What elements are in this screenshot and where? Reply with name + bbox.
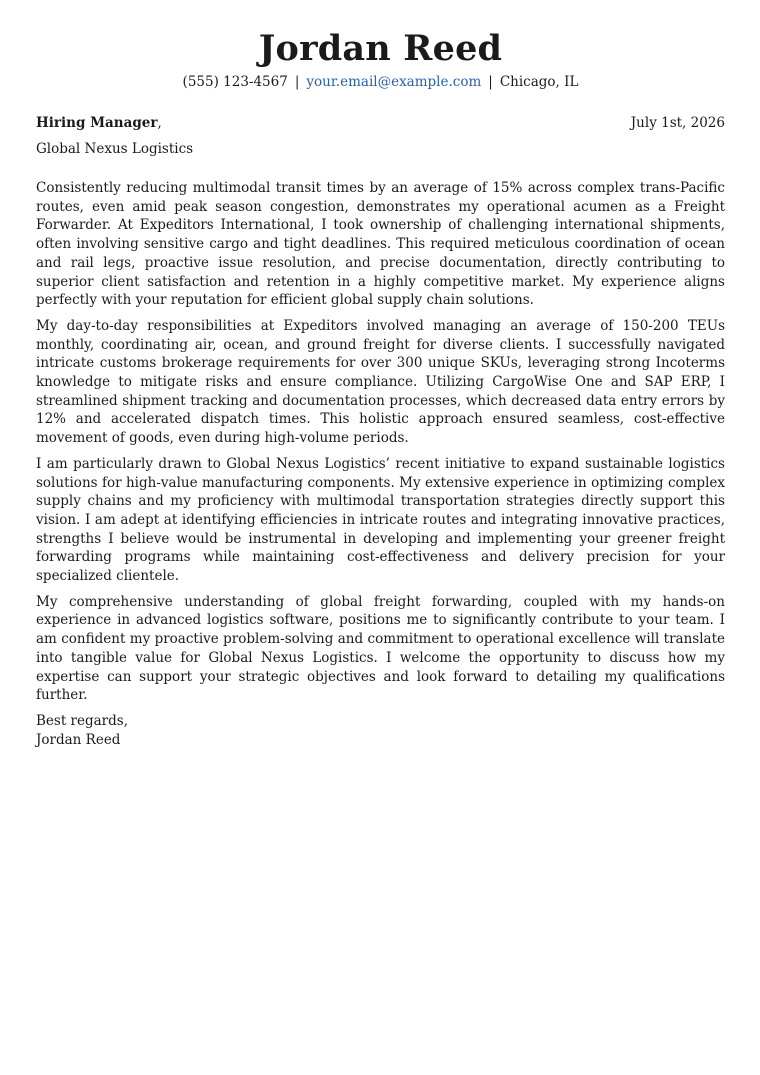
closing-salutation: Best regards, xyxy=(36,712,129,729)
body-paragraph: Consistently reducing multimodal transit times by an average of 15% across complex trans-Pacific routes, even amid peak season congestion, demonstrates my operational acumen as a Freight Forwarder. At Expeditors International, I took ownership of challenging international shipments, often involving sensitive cargo and tight deadlines. This required meticulous coordination of ocean and rail legs, proactive issue resolution, and precise documentation, directly contributing to superior client satisfaction and retention in a highly competitive market. My experience aligns perfectly with your reputation for efficient global supply chain solutions. xyxy=(36,180,725,309)
email-link[interactable]: your.email@example.com xyxy=(306,74,482,90)
recipient-block xyxy=(36,113,162,133)
separator: | xyxy=(294,74,300,90)
recipient-date-row xyxy=(36,113,725,133)
applicant-name: Jordan Reed xyxy=(258,28,503,69)
letter-body xyxy=(36,179,725,705)
recipient-name-suffix: , xyxy=(157,115,162,131)
body-paragraph: I am particularly drawn to Global Nexus Logistics’ recent initiative to expand sustainable logistics solutions for high-value manufacturing components. My extensive experience in optimizing complex supply chains and my proficiency with multimodal transportation strategies directly support this vision. I am adept at identifying efficiencies in intricate routes and integrating innovative practices, strengths I believe would be instrumental in developing and implementing your greener freight forwarding programs while maintaining cost-effectiveness and delivery precision for your specialized clientele. xyxy=(36,455,725,585)
location: Chicago, IL xyxy=(499,74,579,90)
letter-closing xyxy=(36,712,725,750)
phone-number: (555) 123-4567 xyxy=(182,74,288,90)
signature-name: Jordan Reed xyxy=(36,731,121,748)
cover-letter-page xyxy=(36,0,725,750)
letter-date: July 1st, 2026 xyxy=(630,115,725,131)
separator: | xyxy=(488,74,493,90)
recipient-company: Global Nexus Logistics xyxy=(36,141,194,157)
body-paragraph: My comprehensive understanding of global freight forwarding, coupled with my hands-on experience in advanced logistics software, positions me to significantly contribute to your team. I am confident my proactive problem-solving and commitment to operational excellence will translate into tangible value for Global Nexus Logistics. I welcome the opportunity to discuss how my expertise can support your strategic objectives and look forward to detailing my qualifications further. xyxy=(36,593,725,704)
contact-line xyxy=(36,72,725,92)
recipient-name: Hiring Manager xyxy=(36,115,158,131)
body-paragraph: My day-to-day responsibilities at Expeditors involved managing an average of 150-200 TEUs monthly, coordinating air, ocean, and ground freight for diverse clients. I successfully navigated intricate customs brokerage requirements for over 300 unique SKUs, leveraging strong Incoterms knowledge to mitigate risks and ensure compliance. Utilizing CargoWise One and SAP ERP, I streamlined shipment tracking and documentation processes, which decreased data entry errors by 12% and accelerated dispatch times. This holistic approach ensured seamless, cost-effective movement of goods, even during high-volume periods. xyxy=(36,317,725,447)
